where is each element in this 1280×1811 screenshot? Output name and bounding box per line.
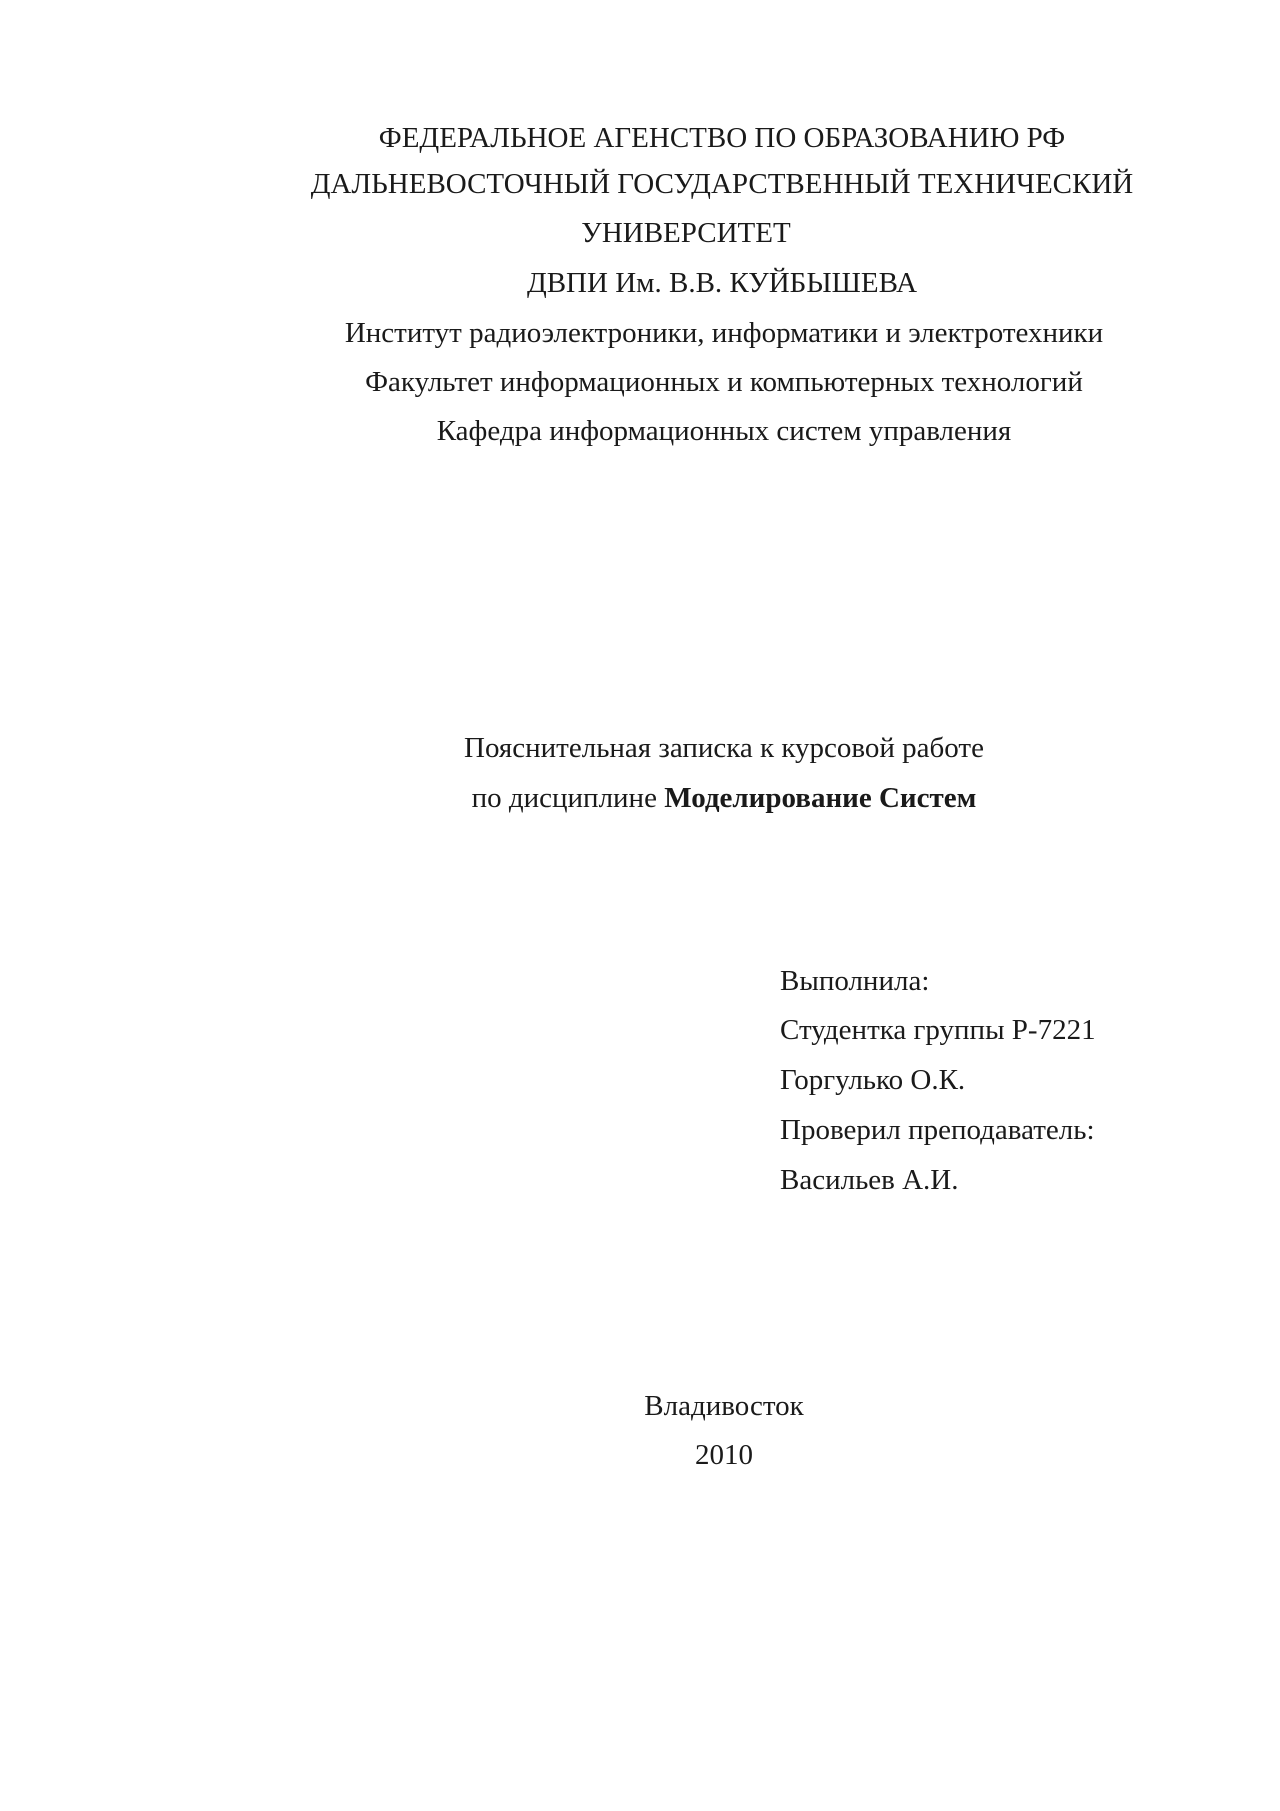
- university-line-1: ДАЛЬНЕВОСТОЧНЫЙ ГОСУДАРСТВЕННЫЙ ТЕХНИЧЕСКИЙ: [310, 168, 1134, 200]
- checked-label: Проверил преподаватель:: [780, 1114, 1095, 1146]
- year: 2010: [695, 1439, 753, 1471]
- discipline-name: Моделирование Систем: [664, 782, 977, 814]
- teacher-name: Васильев А.И.: [780, 1164, 959, 1196]
- agency-line: ФЕДЕРАЛЬНОЕ АГЕНСТВО ПО ОБРАЗОВАНИЮ РФ: [378, 122, 1066, 154]
- title-line-1: Пояснительная записка к курсовой работе: [464, 732, 984, 764]
- title-line-2: [84, 780, 1280, 816]
- university-line-2: УНИВЕРСИТЕТ: [581, 217, 791, 249]
- student-name: Горгулько О.К.: [780, 1064, 966, 1096]
- institute-line: Институт радиоэлектроники, информатики и электротехники: [344, 317, 1104, 349]
- department-line: Кафедра информационных систем управления: [436, 415, 1012, 447]
- student-group: Студентка группы Р-7221: [780, 1014, 1096, 1046]
- institute-name-line: ДВПИ Им. В.В. КУЙБЫШЕВА: [526, 267, 918, 299]
- performed-label: Выполнила:: [780, 965, 930, 997]
- city: Владивосток: [644, 1390, 804, 1422]
- faculty-line: Факультет информационных и компьютерных технологий: [365, 366, 1083, 398]
- discipline-prefix: по дисциплине: [471, 782, 665, 814]
